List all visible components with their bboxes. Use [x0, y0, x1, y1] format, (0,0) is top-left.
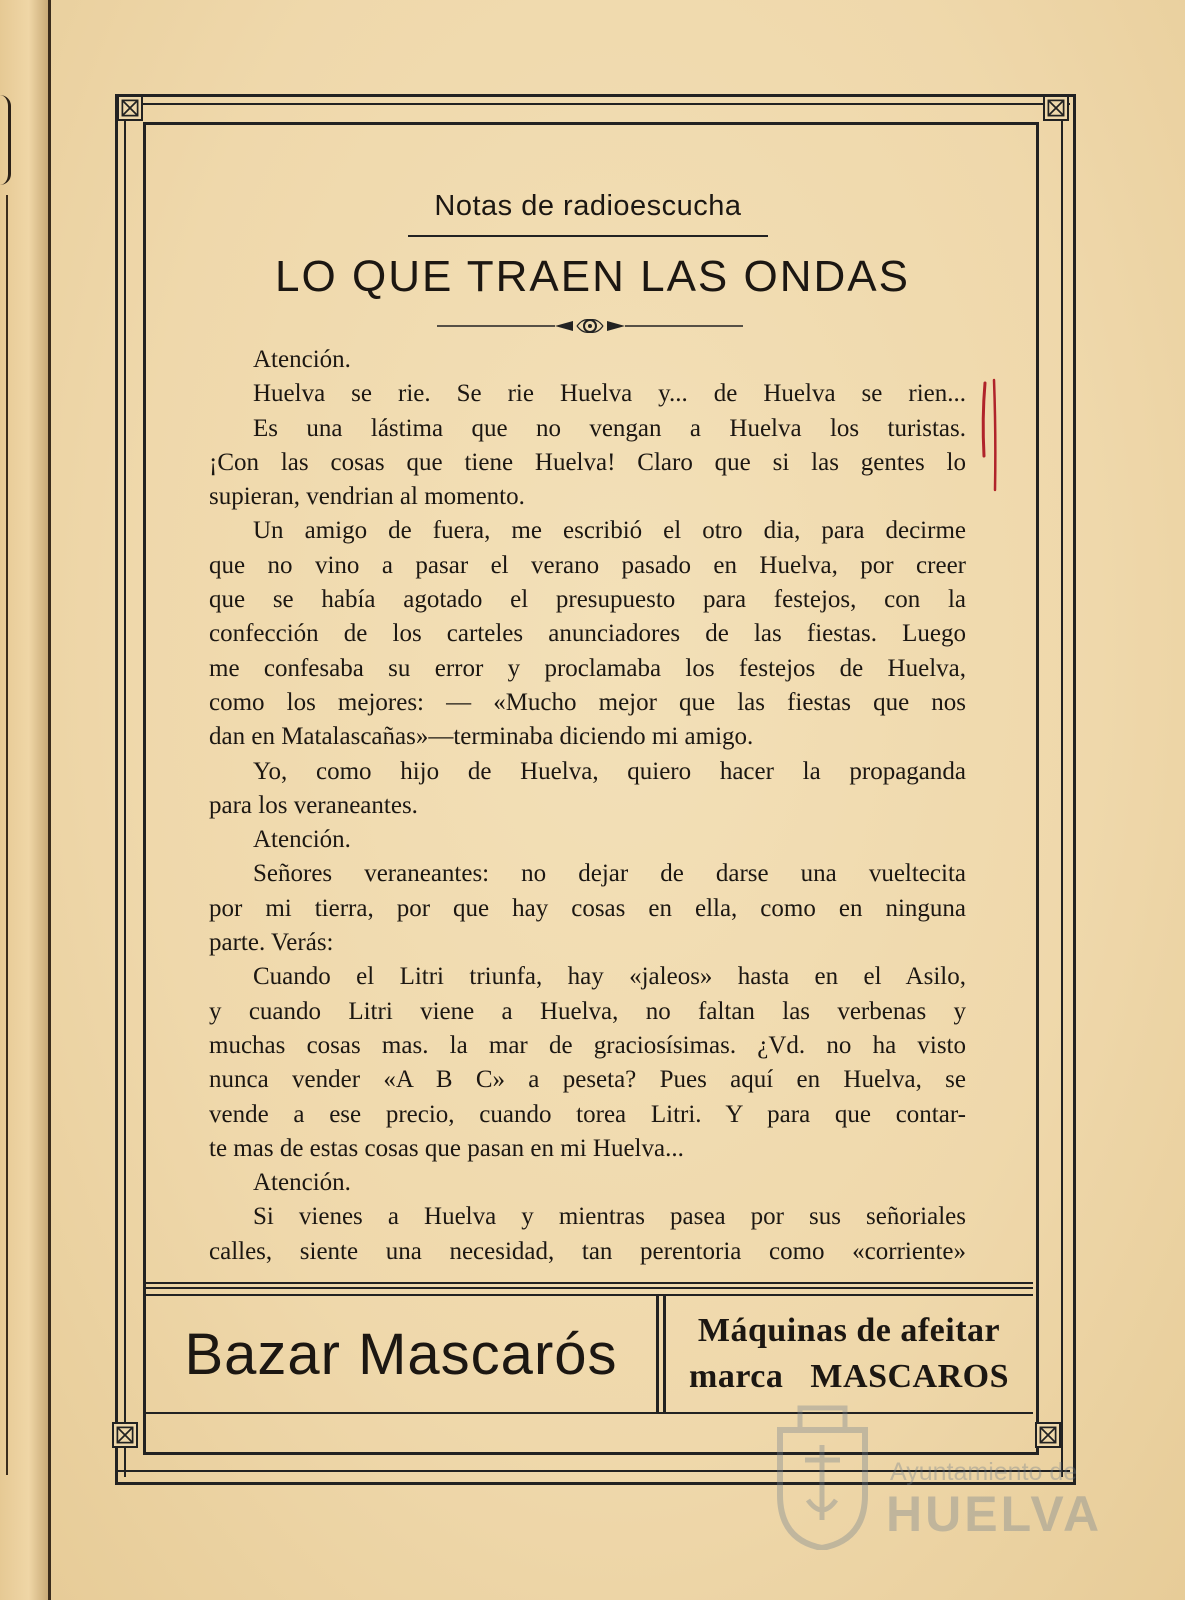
- article-line: Es una lástima que no vengan a Huelva los turistas.: [253, 414, 966, 442]
- city-coat-of-arms-icon: [770, 1400, 875, 1550]
- article-line: supieran, vendrian al momento.: [209, 483, 525, 511]
- article-line: parte. Verás:: [209, 929, 334, 957]
- article-line: Señores veraneantes: no dejar de darse una vueltecita: [253, 860, 966, 888]
- corner-ornament-bottom-left-icon: [112, 1422, 138, 1448]
- ad-right-word-mascaros: MASCAROS: [810, 1358, 1009, 1395]
- headline-ornament-icon: [437, 318, 743, 334]
- corner-ornament-top-right-icon: [1043, 95, 1069, 121]
- frame-right-double-rule: [1061, 97, 1063, 1477]
- ad-right-word-marca: marca: [689, 1358, 784, 1395]
- handwritten-red-margin-mark: [978, 378, 1000, 493]
- article-line: Cuando el Litri triunfa, hay «jaleos» hasta en el Asilo,: [253, 963, 966, 991]
- ad-panel-rule-3: [143, 1294, 1033, 1296]
- article-line: Atención.: [253, 1169, 351, 1197]
- article-line: te mas de estas cosas que pasan en mi Huelva...: [209, 1134, 684, 1162]
- watermark-line-2: HUELVA: [886, 1486, 1103, 1542]
- article-line: confección de los carteles anunciadores de las fiestas. Luego: [209, 620, 966, 648]
- article-headline: LO QUE TRAEN LAS ONDAS: [275, 252, 910, 301]
- kicker-underline: [408, 235, 768, 237]
- section-kicker: Notas de radioescucha: [434, 190, 742, 222]
- advertisement-bazar-mascaros: Bazar Mascarós: [184, 1321, 618, 1387]
- article-line: Si vienes a Huelva y mientras pasea por sus señoriales: [253, 1203, 966, 1231]
- article-line: Un amigo de fuera, me escribió el otro dia, para decirme: [253, 517, 966, 545]
- article-line: Atención.: [253, 346, 351, 373]
- article-line: vende a ese precio, cuando torea Litri. Y para que contar-: [209, 1100, 966, 1128]
- article-line: por mi tierra, por que hay cosas en ella, como en ninguna: [209, 894, 966, 922]
- corner-ornament-top-left-icon: [117, 95, 143, 121]
- ad-panel-rule-1: [143, 1282, 1033, 1284]
- gutter-edge-line: [0, 195, 8, 1475]
- book-gutter: [0, 0, 51, 1600]
- article-body: [209, 343, 966, 1269]
- ad-panel-rule-2: [143, 1287, 1033, 1289]
- article-line: ¡Con las cosas que tiene Huelva! Claro que si las gentes lo: [209, 448, 966, 476]
- article-line: como los mejores: — «Mucho mejor que las fiestas que nos: [209, 688, 966, 716]
- article-line: me confesaba su error y proclamaba los festejos de Huelva,: [209, 654, 966, 682]
- ad-right-line-2: [689, 1354, 1009, 1400]
- article-line: para los veraneantes.: [209, 791, 418, 819]
- ad-divider-right: [663, 1294, 666, 1412]
- article-line: y cuando Litri viene a Huelva, no faltan las verbenas y: [209, 997, 966, 1025]
- frame-top-double-rule: [118, 103, 1070, 105]
- article-line: muchas cosas mas. la mar de graciosísimas. ¿Vd. no ha visto: [209, 1031, 966, 1059]
- article-line: Huelva se rie. Se rie Huelva y... de Huelva se rien...: [253, 380, 966, 408]
- frame-left-double-rule: [124, 97, 126, 1477]
- article-line: que no vino a pasar el verano pasado en Huelva, por creer: [209, 551, 966, 579]
- archive-watermark: [760, 1400, 1103, 1560]
- article-line: que se había agotado el presupuesto para festejos, con la: [209, 586, 966, 614]
- ad-right-line-1: Máquinas de afeitar: [697, 1312, 1001, 1349]
- article-line: nunca vender «A B C» a peseta? Pues aquí en Huelva, se: [209, 1066, 966, 1094]
- watermark-line-1: Ayuntamiento de: [890, 1458, 1078, 1486]
- article-line: Atención.: [253, 826, 351, 854]
- ad-divider-left: [656, 1294, 659, 1412]
- article-line: dan en Matalascañas»—terminaba diciendo mi amigo.: [209, 723, 754, 751]
- gutter-edge-mark: [0, 95, 11, 185]
- article-line: calles, siente una necesidad, tan perentoria como «corriente»: [209, 1237, 966, 1265]
- article-line: Yo, como hijo de Huelva, quiero hacer la propaganda: [253, 757, 966, 785]
- advertisement-shaving-machines: [668, 1300, 1030, 1408]
